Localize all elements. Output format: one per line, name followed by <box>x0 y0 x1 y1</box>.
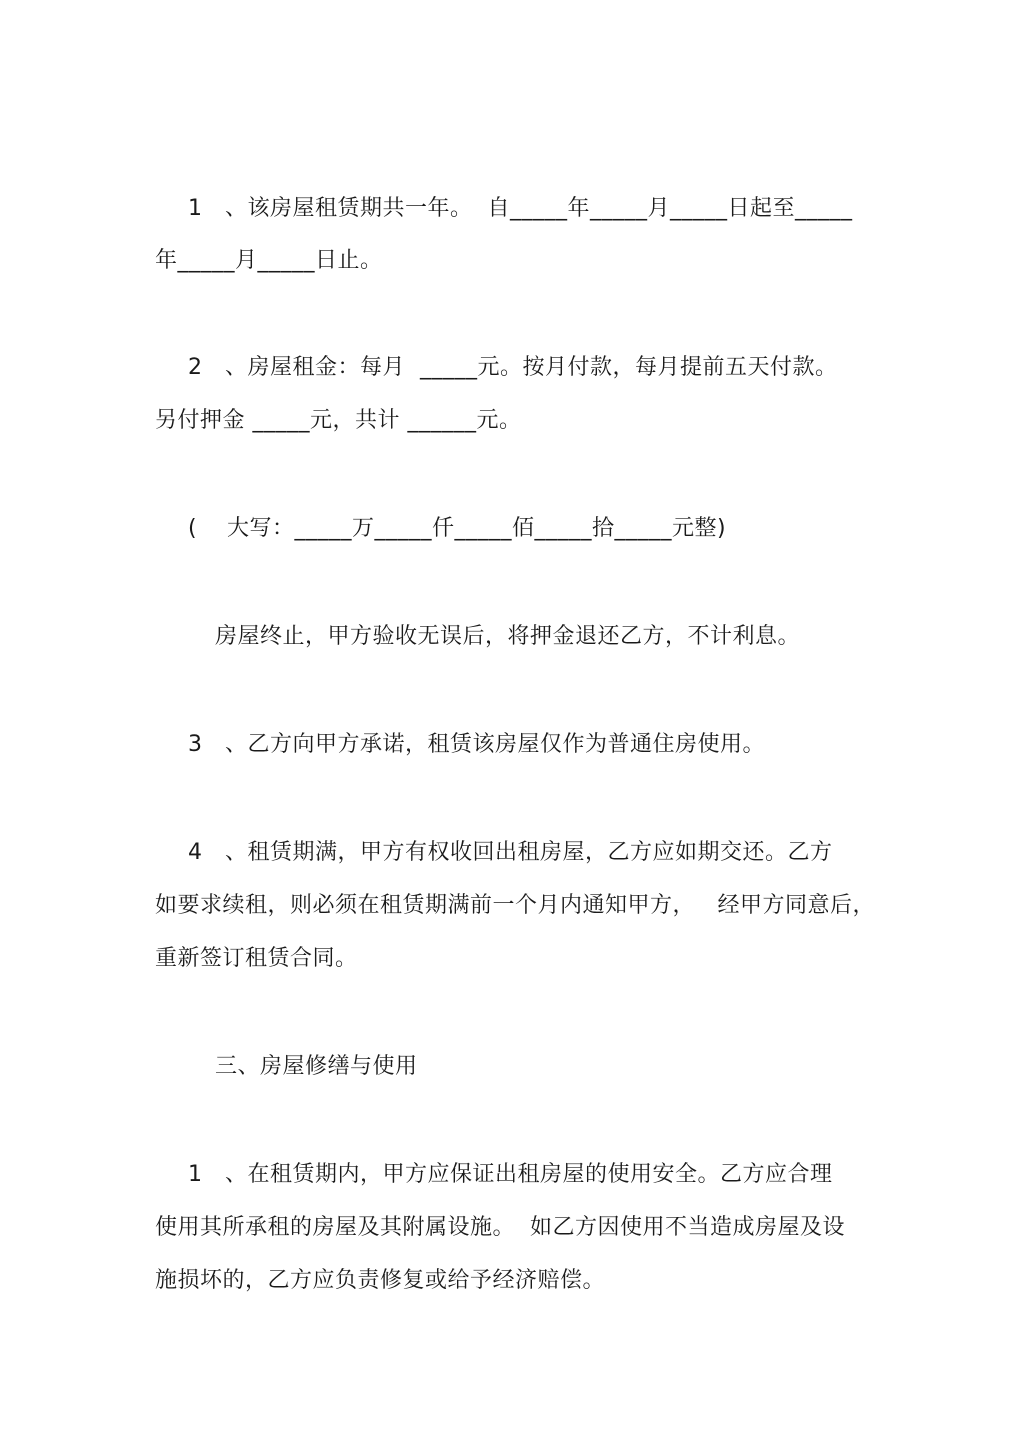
clause-4-line-2: 如要求续租，则必须在租赁期满前一个月内通知甲方， 经甲方同意后， <box>155 893 875 918</box>
section-three-heading: 三、房屋修缮与使用 <box>215 1054 418 1079</box>
section-three-clause-1-line-3: 施损坏的，乙方应负责修复或给予经济赔偿。 <box>155 1268 606 1293</box>
section-three-clause-1-line-1: 1 、在租赁期内，甲方应保证出租房屋的使用安全。乙方应合理 <box>188 1162 833 1187</box>
amount-in-words-line: ( 大写：_____万_____仟_____佰_____拾_____元整) <box>188 516 727 541</box>
deposit-return-line: 房屋终止，甲方验收无误后，将押金退还乙方，不计利息。 <box>215 624 801 649</box>
clause-2-line-2: 另付押金 _____元，共计 ______元。 <box>155 408 522 433</box>
clause-2-line-1: 2 、房屋租金：每月 _____元。按月付款，每月提前五天付款。 <box>188 355 838 380</box>
clause-1-line-1: 1 、该房屋租赁期共一年。 自_____年_____月_____日起至_____ <box>188 196 853 221</box>
clause-4-line-3: 重新签订租赁合同。 <box>155 946 358 971</box>
clause-4-line-1: 4 、租赁期满，甲方有权收回出租房屋，乙方应如期交还。乙方 <box>188 840 833 865</box>
clause-3-line: 3 、乙方向甲方承诺，租赁该房屋仅作为普通住房使用。 <box>188 732 765 757</box>
clause-1-line-2: 年_____月_____日止。 <box>155 248 383 273</box>
section-three-clause-1-line-2: 使用其所承租的房屋及其附属设施。 如乙方因使用不当造成房屋及设 <box>155 1215 845 1240</box>
